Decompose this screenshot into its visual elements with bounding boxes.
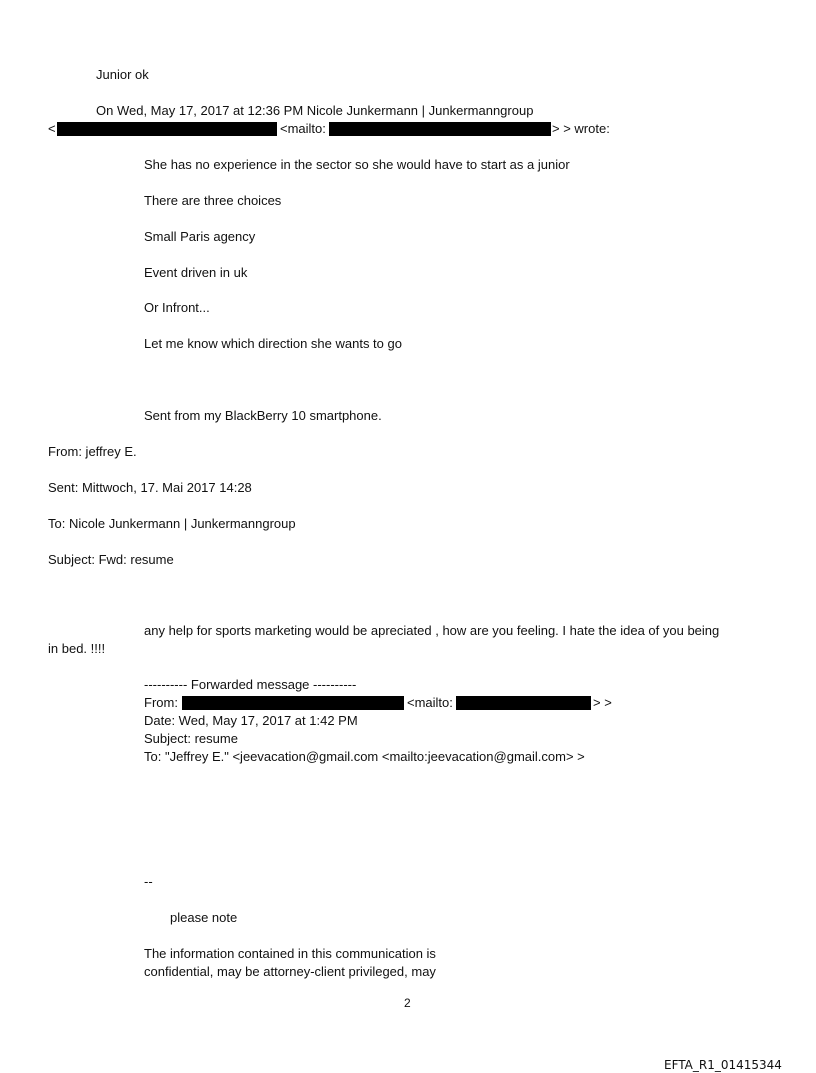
quoted-body-line: There are three choices	[144, 193, 282, 208]
redaction-box	[182, 696, 404, 710]
forwarded-subject: Subject: resume	[144, 731, 238, 746]
document-id: EFTA_R1_01415344	[664, 1058, 782, 1072]
quoted-header-wrote: > > wrote:	[552, 121, 610, 136]
redaction-box	[57, 122, 277, 136]
signature-note: please note	[170, 910, 238, 925]
redaction-box	[329, 122, 551, 136]
forwarded-date: Date: Wed, May 17, 2017 at 1:42 PM	[144, 713, 358, 728]
forwarded-from-label: From:	[144, 695, 178, 710]
reply-text: Junior ok	[96, 67, 149, 82]
forwarded-to: To: "Jeffrey E." <jeevacation@gmail.com <mailto:jeevacation@gmail.com> >	[144, 749, 585, 764]
quoted-header-line: On Wed, May 17, 2017 at 12:36 PM Nicole Junkermann | Junkermanngroup	[96, 103, 534, 118]
header-from: From: jeffrey E.	[48, 444, 137, 459]
page-number: 2	[404, 996, 411, 1010]
redaction-box	[456, 696, 591, 710]
disclaimer-line: The information contained in this communication is	[144, 946, 436, 961]
disclaimer-line: confidential, may be attorney-client privileged, may	[144, 964, 436, 979]
forwarded-close: > >	[593, 695, 612, 710]
quoted-body-line: Or Infront...	[144, 300, 210, 315]
message-line: in bed. !!!!	[48, 641, 106, 656]
quoted-body-line: She has no experience in the sector so she would have to start as a junior	[144, 157, 570, 172]
quoted-body-line: Small Paris agency	[144, 229, 256, 244]
signature-dashes: --	[144, 874, 153, 889]
forwarded-banner: ---------- Forwarded message ----------	[144, 677, 357, 692]
blackberry-signature: Sent from my BlackBerry 10 smartphone.	[144, 408, 382, 423]
quoted-header-mailto: <mailto:	[280, 121, 326, 136]
header-subject: Subject: Fwd: resume	[48, 552, 174, 567]
quoted-body-line: Event driven in uk	[144, 265, 248, 280]
message-line: any help for sports marketing would be apreciated , how are you feeling. I hate the idea of you being	[144, 623, 720, 638]
quoted-body-line: Let me know which direction she wants to go	[144, 336, 402, 351]
quoted-header-open-bracket: <	[48, 121, 56, 136]
forwarded-mailto: <mailto:	[407, 695, 453, 710]
header-sent: Sent: Mittwoch, 17. Mai 2017 14:28	[48, 480, 252, 495]
header-to: To: Nicole Junkermann | Junkermanngroup	[48, 516, 296, 531]
